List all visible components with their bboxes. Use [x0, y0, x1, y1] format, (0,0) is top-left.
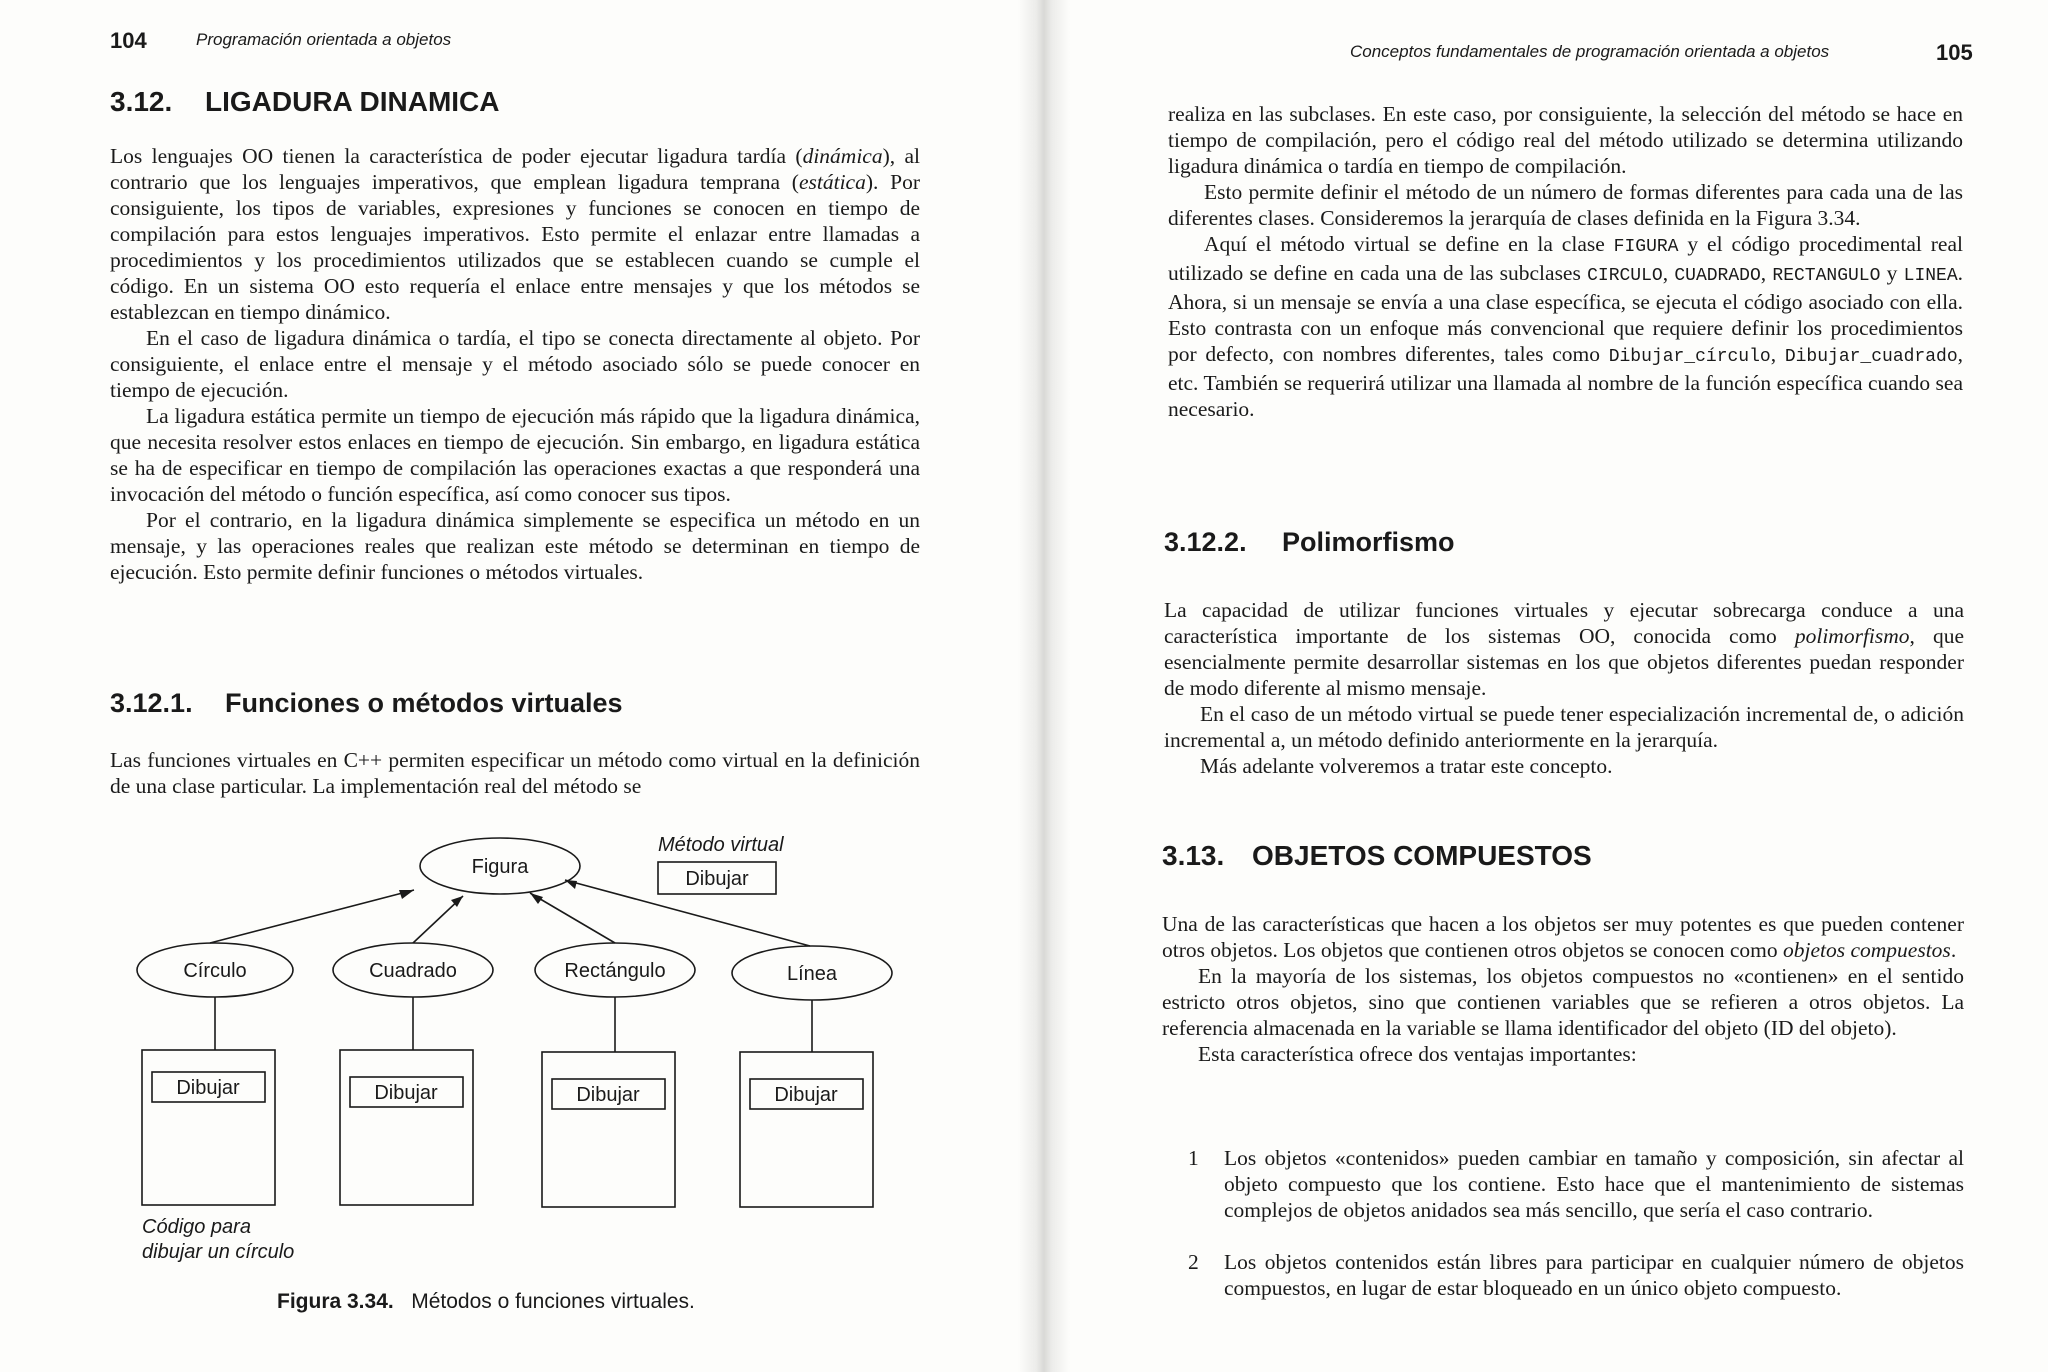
- list-item: [1188, 1145, 1964, 1223]
- paragraph: realiza en las subclases. En este caso, por consiguiente, la selección del método se hace en tiempo de compilación, pero el código real del método utilizado se determina utilizando ligadura dinámica o tardía en tiempo de compilación.: [1168, 102, 1963, 178]
- list-item: [1188, 1249, 1964, 1301]
- method-label: Dibujar: [576, 1084, 640, 1106]
- method-code-box: [740, 1052, 873, 1207]
- paragraph: En la mayoría de los sistemas, los objetos compuestos no «contienen» en el sentido estricto otros objetos, sino que contienen variables que se refieren a otros objetos. La referencia almacenada en la variable se llama identificador del objeto (ID del objeto).: [1162, 964, 1964, 1040]
- paragraph: La ligadura estática permite un tiempo de ejecución más rápido que la ligadura dinámica, que necesita resolver estos enlaces en tiempo de ejecución. Sin embargo, en ligadura estática se ha de especificar en tiempo de compilación las operaciones exactas a que responderá una invocación del método o función específica, así como conocer sus tipos.: [110, 404, 920, 506]
- paragraph: Por el contrario, en la ligadura dinámica simplemente se especifica un método en un mensaje, y las operaciones reales que realizan este método se determinan en tiempo de ejecución. Esto permite definir funciones o métodos virtuales.: [110, 508, 920, 584]
- arrow-head: [565, 880, 577, 889]
- paragraph: Una de las características que hacen a los objetos ser muy potentes es que pueden contener otros objetos. Los objetos que contienen otros objetos se conocen como objetos compuestos.: [1162, 912, 1964, 962]
- child-class-label: Rectángulo: [564, 960, 666, 982]
- arrow-head: [530, 893, 543, 904]
- paragraph: Esto permite definir el método de un número de formas diferentes para cada una de las diferentes clases. Consideremos la jerarquía de clases definida en la Figura 3.34.: [1168, 180, 1963, 230]
- method-code-box: [542, 1052, 675, 1207]
- code-note-line: dibujar un círculo: [142, 1241, 295, 1263]
- running-head: Conceptos fundamentales de programación orientada a objetos: [1350, 42, 1830, 61]
- method-label: Dibujar: [374, 1082, 438, 1104]
- polymorphism-text: [1164, 597, 1964, 779]
- paragraph: Esta característica ofrece dos ventajas importantes:: [1198, 1042, 1637, 1066]
- virtual-method-name: Dibujar: [685, 868, 749, 890]
- paragraph: En el caso de un método virtual se puede tener especialización incremental de, o adición incremental a, un método definido anteriormente en la jerarquía.: [1164, 702, 1964, 752]
- section-heading: [110, 86, 500, 118]
- right-page: [1030, 0, 2048, 1372]
- figure-caption: [277, 1290, 695, 1314]
- child-class-label: Línea: [786, 963, 838, 985]
- section-heading: [1162, 840, 1592, 872]
- paragraph: Las funciones virtuales en C++ permiten especificar un método como virtual en la definición de una clase particular. La implementación real del método se: [110, 748, 920, 798]
- root-class-label: Figura: [471, 856, 529, 878]
- virtual-method-label: Método virtual: [658, 834, 784, 856]
- subsection-heading: [110, 688, 623, 719]
- subsection-heading: [1164, 527, 1455, 558]
- method-code-box: [340, 1050, 473, 1205]
- section-title: OBJETOS COMPUESTOS: [1252, 840, 1592, 871]
- method-label: Dibujar: [774, 1084, 838, 1106]
- paragraph: La capacidad de utilizar funciones virtuales y ejecutar sobrecarga conduce a una característica importante de los sistemas OO, conocida como polimorfismo, que esencialmente permite desarrollar sistemas en los que objetos diferentes puedan responder de modo diferente al mismo mensaje.: [1164, 598, 1965, 700]
- list-number: 1: [1188, 1146, 1199, 1170]
- page-number: 105: [1936, 40, 1973, 65]
- code-note-line: Código para: [142, 1216, 251, 1238]
- composite-objects-text: [1162, 911, 1964, 1067]
- paragraph: En el caso de ligadura dinámica o tardía, el tipo se conecta directamente al objeto. Por consiguiente, el enlace entre el mensaje y el método asociado sólo se puede conocer en tiempo de ejecución.: [110, 326, 920, 402]
- subsection-text: [110, 747, 920, 799]
- arrow-head: [399, 890, 414, 899]
- section-title: LIGADURA DINAMICA: [205, 86, 500, 117]
- figure-number: Figura 3.34.: [277, 1290, 394, 1313]
- body-text: [110, 143, 920, 585]
- figure-caption-text: Métodos o funciones virtuales.: [411, 1290, 695, 1313]
- subsection-number: 3.12.2.: [1164, 527, 1247, 557]
- child-class-label: Cuadrado: [369, 960, 457, 982]
- list-number: 2: [1188, 1250, 1199, 1274]
- list-text: Los objetos contenidos están libres para participar en cualquier número de objetos compuestos, en lugar de estar bloqueado en un único objeto compuesto.: [1224, 1250, 1964, 1300]
- method-code-box: [142, 1050, 275, 1205]
- method-label: Dibujar: [176, 1077, 240, 1099]
- subsection-number: 3.12.1.: [110, 688, 193, 718]
- subsection-title: Polimorfismo: [1282, 527, 1455, 557]
- paragraph: Aquí el método virtual se define en la clase FIGURA y el código procedimental real utilizado se define en cada una de las subclases CIRCULO, CUADRADO, RECTANGULO y LINEA. Ahora, si un mensaje se envía a una clase específica, se ejecuta el código asociado con ella. Esto contrasta con un enfoque más convencional que requiere definir los procedimientos por defecto, con nombres diferentes, tales como Dibujar_círculo, Dibujar_cuadrado, etc. También se requerirá utilizar una llamada al nombre de la función específica cuando sea necesario.: [1168, 232, 1964, 421]
- inheritance-arrow: [210, 890, 414, 943]
- section-number: 3.13.: [1162, 840, 1225, 871]
- body-text: [1168, 101, 1963, 422]
- running-head: Programación orientada a objetos: [196, 30, 452, 49]
- section-number: 3.12.: [110, 86, 173, 117]
- paragraph: Los lenguajes OO tienen la característica de poder ejecutar ligadura tardía (dinámica), al contrario que los lenguajes imperativos, que emplean ligadura temprana (estática). Por consiguiente, los tipos de variables, expresiones y funciones se conocen en tiempo de compilación para estos lenguajes imperativos. Esto permite el enlazar entre llamadas a procedimientos y los procedimientos utilizados que se establecen cuando se cumple el código. En un sistema OO esto requería el enlace entre mensajes y que los métodos se establezcan en tiempo dinámico.: [110, 144, 920, 324]
- paragraph: Más adelante volveremos a tratar este concepto.: [1200, 754, 1613, 778]
- class-hierarchy-diagram: [110, 820, 930, 1270]
- page-number: 104: [110, 28, 147, 53]
- child-class-label: Círculo: [183, 960, 247, 982]
- inheritance-arrow: [530, 893, 615, 943]
- subsection-title: Funciones o métodos virtuales: [225, 688, 623, 718]
- list-text: Los objetos «contenidos» pueden cambiar en tamaño y composición, sin afectar al objeto compuesto que los contiene. Esto hace que el mantenimiento de sistemas complejos de objetos anidados sea más sencillo, que sería el caso contrario.: [1224, 1146, 1964, 1222]
